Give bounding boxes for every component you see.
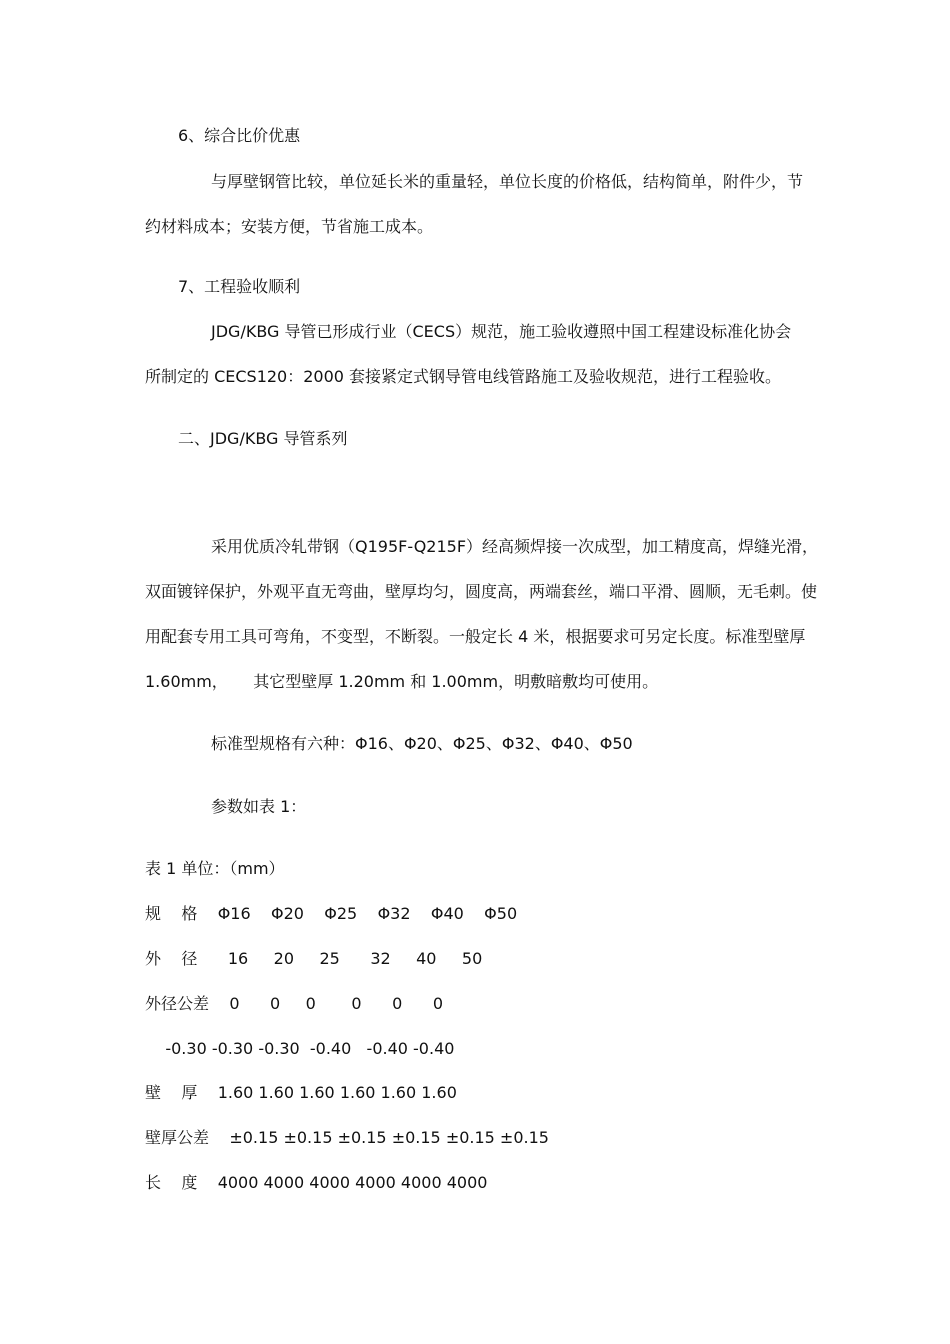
part-2-paragraph-line-3: 用配套专用工具可弯角，不变型，不断裂。一般定长 4 米，根据要求可另定长度。标准型壁厚 xyxy=(145,627,806,646)
section-7-heading: 7、工程验收顺利 xyxy=(178,277,301,296)
section-6-paragraph-line-1: 与厚壁钢管比较，单位延长米的重量轻，单位长度的价格低，结构简单，附件少，节 xyxy=(211,172,804,191)
part-2-paragraph-line-4: 1.60mm， 其它型壁厚 1.20mm 和 1.00mm，明敷暗敷均可使用。 xyxy=(145,672,659,691)
part-2-heading: 二、JDG/KBG 导管系列 xyxy=(178,429,348,448)
part-2-paragraph-line-1: 采用优质冷轧带钢（Q195F-Q215F）经高频焊接一次成型，加工精度高，焊缝光滑， xyxy=(211,537,819,556)
table-row-od-tolerance: 外径公差 0 0 0 0 0 0 xyxy=(145,994,444,1013)
table-row-outer-diameter: 外 径 16 20 25 32 40 50 xyxy=(145,949,483,968)
table-caption: 表 1 单位：（mm） xyxy=(145,859,285,878)
table-row-length: 长 度 4000 4000 4000 4000 4000 4000 xyxy=(145,1173,488,1192)
section-7-paragraph-line-2: 所制定的 CECS120：2000 套接紧定式钢导管电线管路施工及验收规范，进行工程验收。 xyxy=(145,367,782,386)
param-reference-line: 参数如表 1： xyxy=(211,797,307,816)
section-6-paragraph-line-2: 约材料成本；安装方便，节省施工成本。 xyxy=(145,217,434,236)
part-2-paragraph-line-2: 双面镀锌保护，外观平直无弯曲，壁厚均匀，圆度高，两端套丝，端口平滑、圆顺，无毛刺。使 xyxy=(145,582,818,601)
table-row-wall-thickness: 壁 厚 1.60 1.60 1.60 1.60 1.60 1.60 xyxy=(145,1083,457,1102)
table-row-wall-tolerance: 壁厚公差 ±0.15 ±0.15 ±0.15 ±0.15 ±0.15 ±0.15 xyxy=(145,1128,549,1147)
table-row-od-tolerance-lower: -0.30 -0.30 -0.30 -0.40 -0.40 -0.40 xyxy=(145,1039,455,1058)
table-row-spec: 规 格 Φ16 Φ20 Φ25 Φ32 Φ40 Φ50 xyxy=(145,904,518,923)
section-6-heading: 6、综合比价优惠 xyxy=(178,126,301,145)
spec-types-line: 标准型规格有六种：Φ16、Φ20、Φ25、Φ32、Φ40、Φ50 xyxy=(211,734,633,753)
section-7-paragraph-line-1: JDG/KBG 导管已形成行业（CECS）规范，施工验收遵照中国工程建设标准化协会 xyxy=(211,322,792,341)
